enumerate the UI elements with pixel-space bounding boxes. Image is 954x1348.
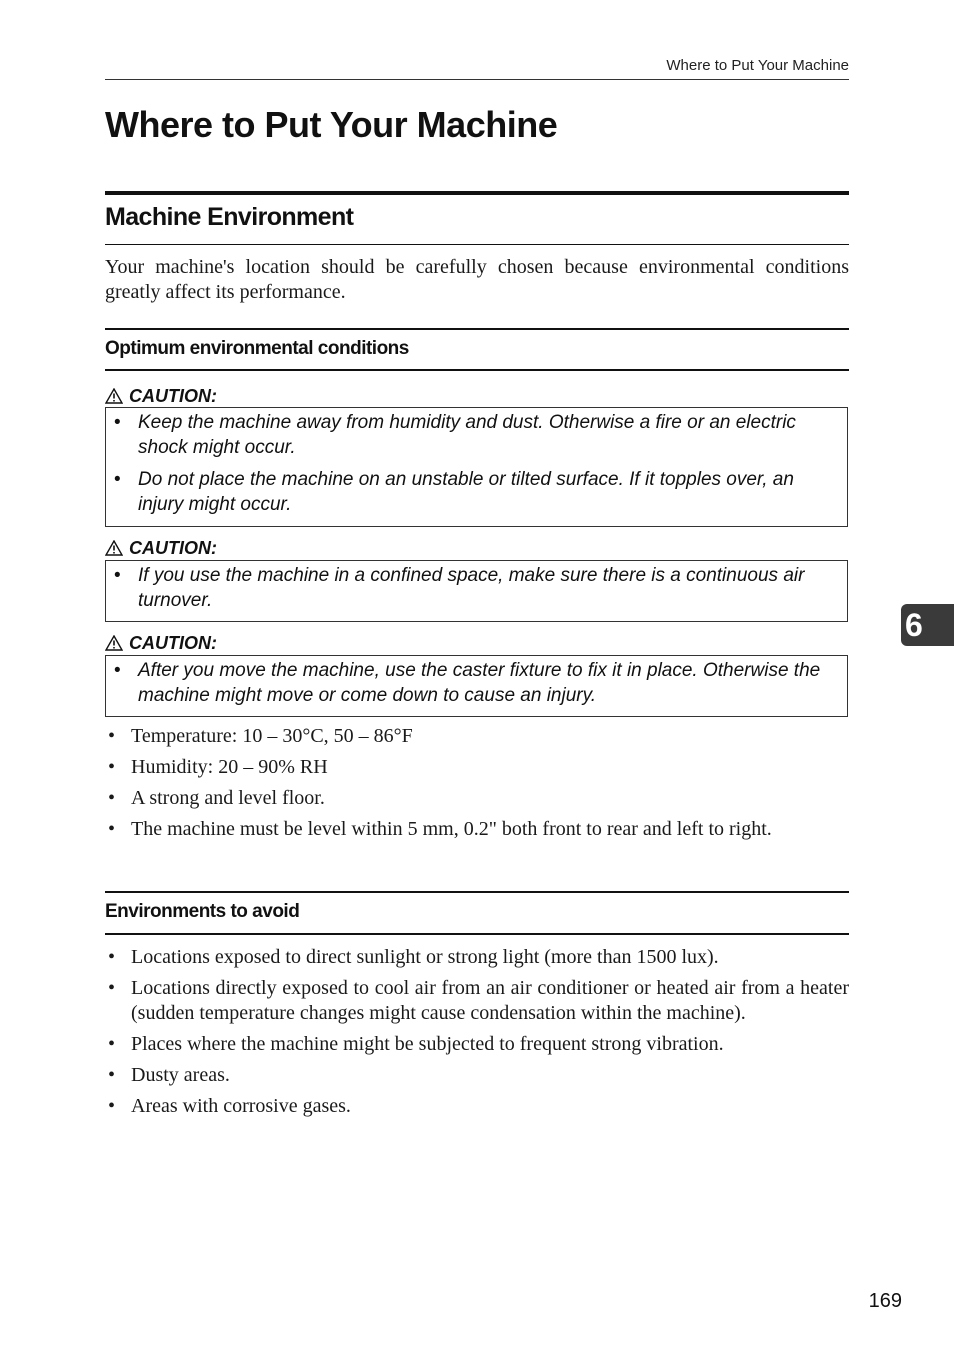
caution-item <box>110 658 835 708</box>
bullet: • <box>114 469 121 490</box>
caution-item-text: Do not place the machine on an unstable or tilted surface. If it topples over, an injury might occur. <box>138 469 794 515</box>
list-item <box>105 786 849 811</box>
subsection-title-avoid: Environments to avoid <box>105 901 300 922</box>
bullet: • <box>108 1032 116 1055</box>
bullet: • <box>114 412 121 433</box>
section-intro: Your machine's location should be carefully chosen because environmental conditions greatly affect its performance. <box>105 256 849 303</box>
list-item-text: Locations exposed to direct sunlight or strong light (more than 1500 lux). <box>131 946 719 968</box>
list-item-text: Humidity: 20 – 90% RH <box>131 756 328 778</box>
caution-item <box>110 467 835 517</box>
list-item <box>105 1094 849 1119</box>
caution-label <box>105 538 217 558</box>
list-item <box>105 755 849 780</box>
list-item <box>105 945 849 970</box>
running-header: Where to Put Your Machine <box>666 57 849 74</box>
bullet: • <box>108 946 116 968</box>
caution-box <box>105 655 848 717</box>
bullet: • <box>108 977 116 999</box>
bullet: • <box>114 660 121 681</box>
caution-label-text: CAUTION: <box>129 537 217 558</box>
caution-item <box>110 410 835 460</box>
warning-triangle-icon <box>105 388 123 404</box>
avoid-list <box>105 945 849 1125</box>
list-item-text: Areas with corrosive gases. <box>131 1094 351 1117</box>
warning-triangle-icon <box>105 635 123 651</box>
header-rule <box>105 79 849 80</box>
caution-item <box>110 563 835 613</box>
caution-item-text: Keep the machine away from humidity and dust. Otherwise a fire or an electric shock might occur. <box>138 412 796 458</box>
list-item <box>105 724 849 749</box>
caution-label-text: CAUTION: <box>129 385 217 406</box>
list-item <box>105 1032 849 1057</box>
section-rule-top <box>105 191 849 195</box>
subsection-rule-top <box>105 328 849 330</box>
list-item-text: A strong and level floor. <box>131 787 325 809</box>
caution-box <box>105 560 848 622</box>
bullet: • <box>114 565 121 586</box>
page-number: 169 <box>868 1290 902 1312</box>
list-item-text: Dusty areas. <box>131 1063 230 1086</box>
list-item-text: The machine must be level within 5 mm, 0.2" both front to rear and left to right. <box>131 818 772 840</box>
bullet: • <box>108 787 116 809</box>
warning-triangle-icon <box>105 540 123 556</box>
bullet: • <box>108 818 116 840</box>
bullet: • <box>108 1094 116 1117</box>
list-item-text: Locations directly exposed to cool air from an air conditioner or heated air from a heater (sudden temperature changes might cause condensation within the machine). <box>131 977 849 1024</box>
section-title: Machine Environment <box>105 203 354 231</box>
list-item-text: Temperature: 10 – 30°C, 50 – 86°F <box>131 725 413 747</box>
caution-box <box>105 407 848 527</box>
bullet: • <box>108 725 116 747</box>
list-item <box>105 976 849 1025</box>
subsection-rule-top <box>105 891 849 893</box>
list-item-text: Places where the machine might be subjected to frequent strong vibration. <box>131 1032 724 1055</box>
conditions-list <box>105 724 849 848</box>
subsection-rule-bottom <box>105 933 849 935</box>
bullet: • <box>108 1063 116 1086</box>
bullet: • <box>108 756 116 778</box>
list-item <box>105 817 849 842</box>
chapter-tab: 6 <box>901 604 954 646</box>
subsection-rule-bottom <box>105 369 849 371</box>
caution-item-text: After you move the machine, use the caster fixture to fix it in place. Otherwise the machine might move or come down to cause an injury. <box>138 660 821 706</box>
page-title: Where to Put Your Machine <box>105 104 558 145</box>
caution-item-text: If you use the machine in a confined space, make sure there is a continuous air turnover. <box>138 565 805 611</box>
caution-label-text: CAUTION: <box>129 632 217 653</box>
caution-label <box>105 386 217 406</box>
subsection-title-optimum: Optimum environmental conditions <box>105 338 409 359</box>
list-item <box>105 1063 849 1088</box>
section-rule-bottom <box>105 244 849 245</box>
caution-label <box>105 633 217 653</box>
